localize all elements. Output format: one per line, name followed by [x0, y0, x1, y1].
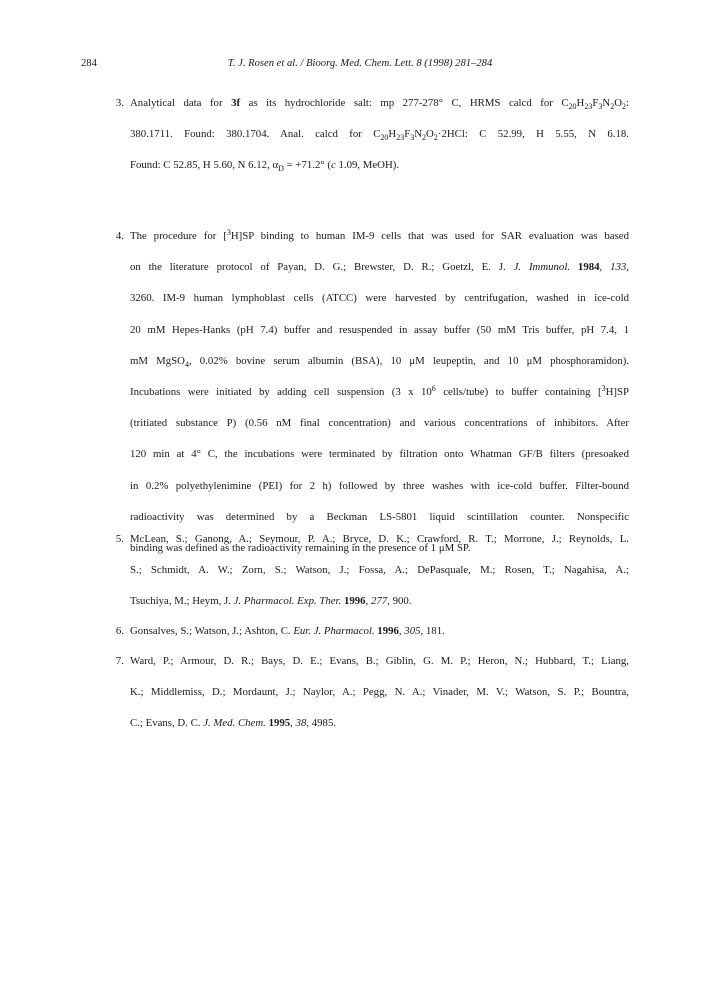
- note-line: 20 mM Hepes-Hanks (pH 7.4) buffer and resuspended in assay buffer (50 mM Tris buffer, pH 7.4, 1: [130, 323, 629, 336]
- note-line: McLean, S.; Ganong, A.; Seymour, P. A.; Bryce, D. K.; Crawford, R. T.; Morrone, J.; Reynolds, L.: [130, 533, 629, 545]
- note-line: (tritiated substance P) (0.56 nM final concentration) and various concentrations of inhibitors. After: [130, 417, 629, 430]
- note-number: 3.: [115, 97, 124, 109]
- note-line: S.; Schmidt, A. W.; Zorn, S.; Watson, J.; Fossa, A.; DePasquale, M.; Rosen, T.; Nagahisa, A.;: [130, 564, 629, 577]
- note-line: K.; Middlemiss, D.; Mordaunt, J.; Naylor, A.; Pegg, N. A.; Vinader, M. V.; Watson, S. P.; Bountra,: [130, 686, 629, 699]
- note-line: mM MgSO$_4$, 0.02% bovine serum albumin (BSA), 10 μM leupeptin, and 10 μM phosphoramidon).: [130, 354, 630, 369]
- note-line: radioactivity was determined by a Beckman LS-5801 liquid scintillation counter. Nonspecific: [130, 510, 629, 523]
- note-line: binding was defined as the radioactivity remaining in the presence of 1 μM SP.: [130, 542, 471, 554]
- note-line: 3260. IM-9 human lymphoblast cells (ATCC) were harvested by centrifugation, washed in ice-cold: [130, 292, 629, 305]
- note-line: 380.1711. Found: 380.1704. Anal. calcd for $C_{20}H_{23}F_3N_2O_2\cdot 2HCl$: C 52.99, H 5.55, N 6.18.: [130, 128, 629, 143]
- running-head-volume: 8 (1998) 281–284: [413, 58, 493, 69]
- note-number: 7.: [115, 655, 124, 667]
- note-number: 4.: [115, 230, 124, 242]
- note-number: 6.: [115, 625, 124, 637]
- note-line: on the literature protocol of Payan, D. G.; Brewster, D. R.; Goetzl, E. J. J. Immunol. 1984, 133,: [130, 261, 629, 274]
- note-line: Ward, P.; Armour, D. R.; Bays, D. E.; Evans, B.; Giblin, G. M. P.; Heron, N.; Hubbard, T.; Liang,: [130, 655, 629, 667]
- note-line: Gonsalves, S.; Watson, J.; Ashton, C. Eur. J. Pharmacol. 1996, 305, 181.: [130, 625, 445, 637]
- note-line: The procedure for [$^3$H]SP binding to human IM-9 cells that was used for SAR evaluation was based: [130, 228, 629, 242]
- note-line: in 0.2% polyethylenimine (PEI) for 2 h) followed by three washes with ice-cold buffer. Filter-bound: [130, 479, 629, 492]
- note-line: Tsuchiya, M.; Heym, J. J. Pharmacol. Exp. Ther. 1996, 277, 900.: [130, 595, 412, 608]
- note-line: Analytical data for 3f as its hydrochloride salt: mp 277-278° C, HRMS calcd for $C_{20}H_{23}F_3N_2O_2$:: [130, 97, 629, 111]
- note-line: C.; Evans, D. C. J. Med. Chem. 1995, 38, 4985.: [130, 717, 337, 730]
- note-number: 5.: [115, 533, 124, 545]
- running-head-citation: T. J. Rosen et al. / Bioorg. Med. Chem. Lett.: [227, 58, 414, 69]
- note-line: 120 min at 4° C, the incubations were terminated by filtration onto Whatman GF/B filters (presoaked: [130, 448, 629, 461]
- note-line: Incubations were initiated by adding cell suspension (3 x $10^6$ cells/tube) to buffer containing [$^3$H]SP: [130, 384, 629, 398]
- note-line: Found: C 52.85, H 5.60, N 6.12, $\alpha_D = +71.2^\circ$ (c 1.09, MeOH).: [130, 159, 400, 174]
- page-number: 284: [81, 58, 97, 69]
